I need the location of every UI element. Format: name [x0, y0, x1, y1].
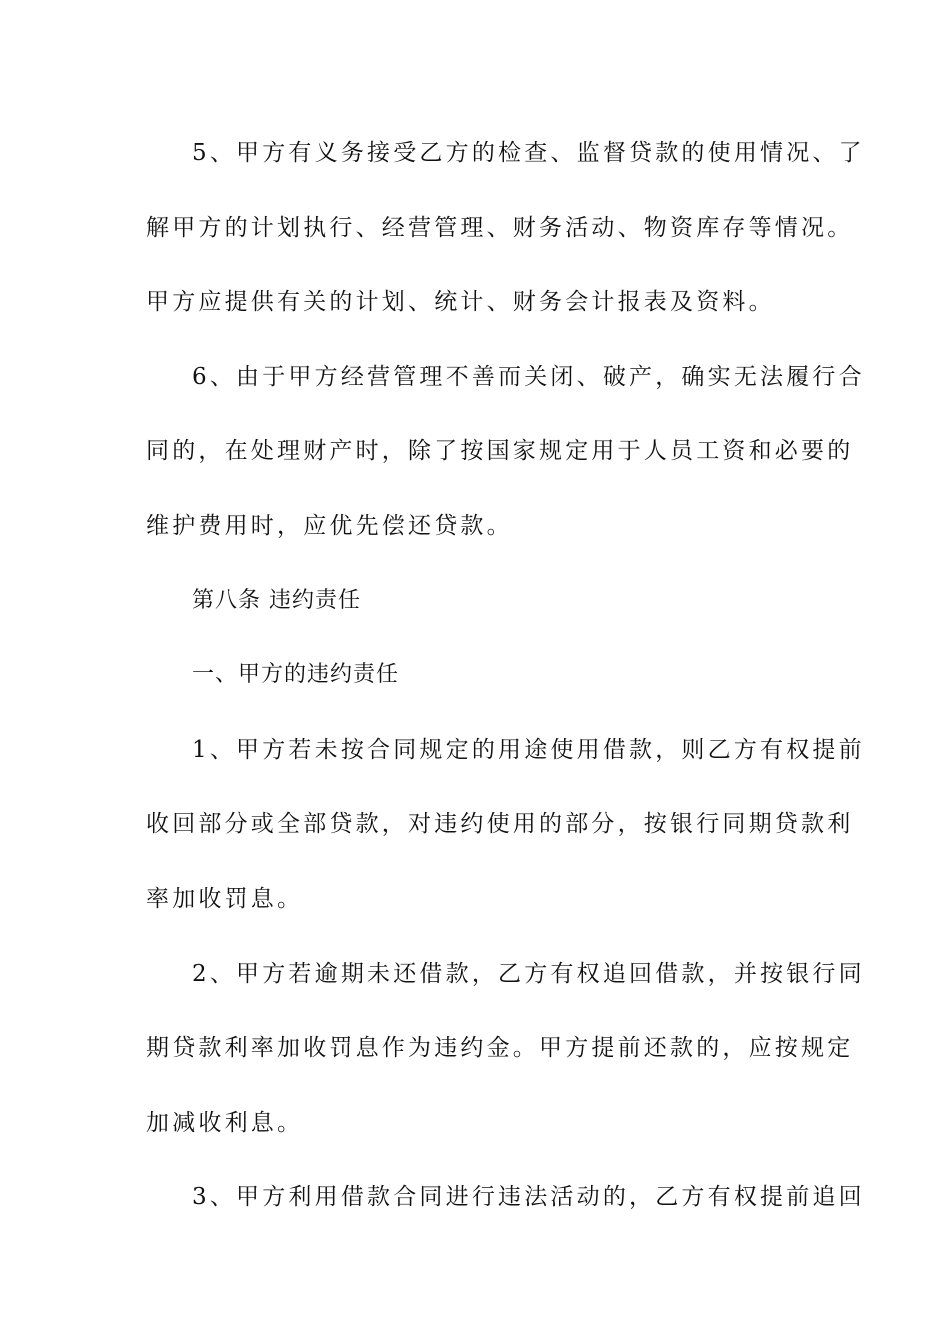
subsection-heading: 一、甲方的违约责任	[192, 662, 400, 688]
text-line: 5、甲方有义务接受乙方的检查、监督贷款的使用情况、了	[192, 140, 865, 166]
text-line: 同的，在处理财产时，除了按国家规定用于人员工资和必要的	[146, 438, 854, 465]
text-line: 1、甲方若未按合同规定的用途使用借款，则乙方有权提前	[192, 736, 865, 763]
text-line: 率加收罚息。	[146, 885, 304, 912]
text-line: 甲方应提供有关的计划、统计、财务会计报表及资料。	[146, 289, 775, 316]
text-line: 解甲方的计划执行、经营管理、财务活动、物资库存等情况。	[146, 214, 854, 241]
section-heading: 第八条 违约责任	[192, 587, 361, 613]
text-line: 加减收利息。	[146, 1109, 304, 1136]
text-line: 6、由于甲方经营管理不善而关闭、破产，确实无法履行合	[192, 363, 865, 390]
text-line: 维护费用时，应优先偿还贷款。	[146, 512, 513, 539]
document-page	[146, 126, 865, 1245]
text-line: 2、甲方若逾期未还借款，乙方有权追回借款，并按银行同	[192, 960, 865, 987]
text-line: 3、甲方利用借款合同进行违法活动的，乙方有权提前追回	[192, 1184, 865, 1211]
text-line: 期贷款利率加收罚息作为违约金。甲方提前还款的，应按规定	[146, 1035, 854, 1062]
text-line: 收回部分或全部贷款，对违约使用的部分，按银行同期贷款利	[146, 811, 854, 838]
